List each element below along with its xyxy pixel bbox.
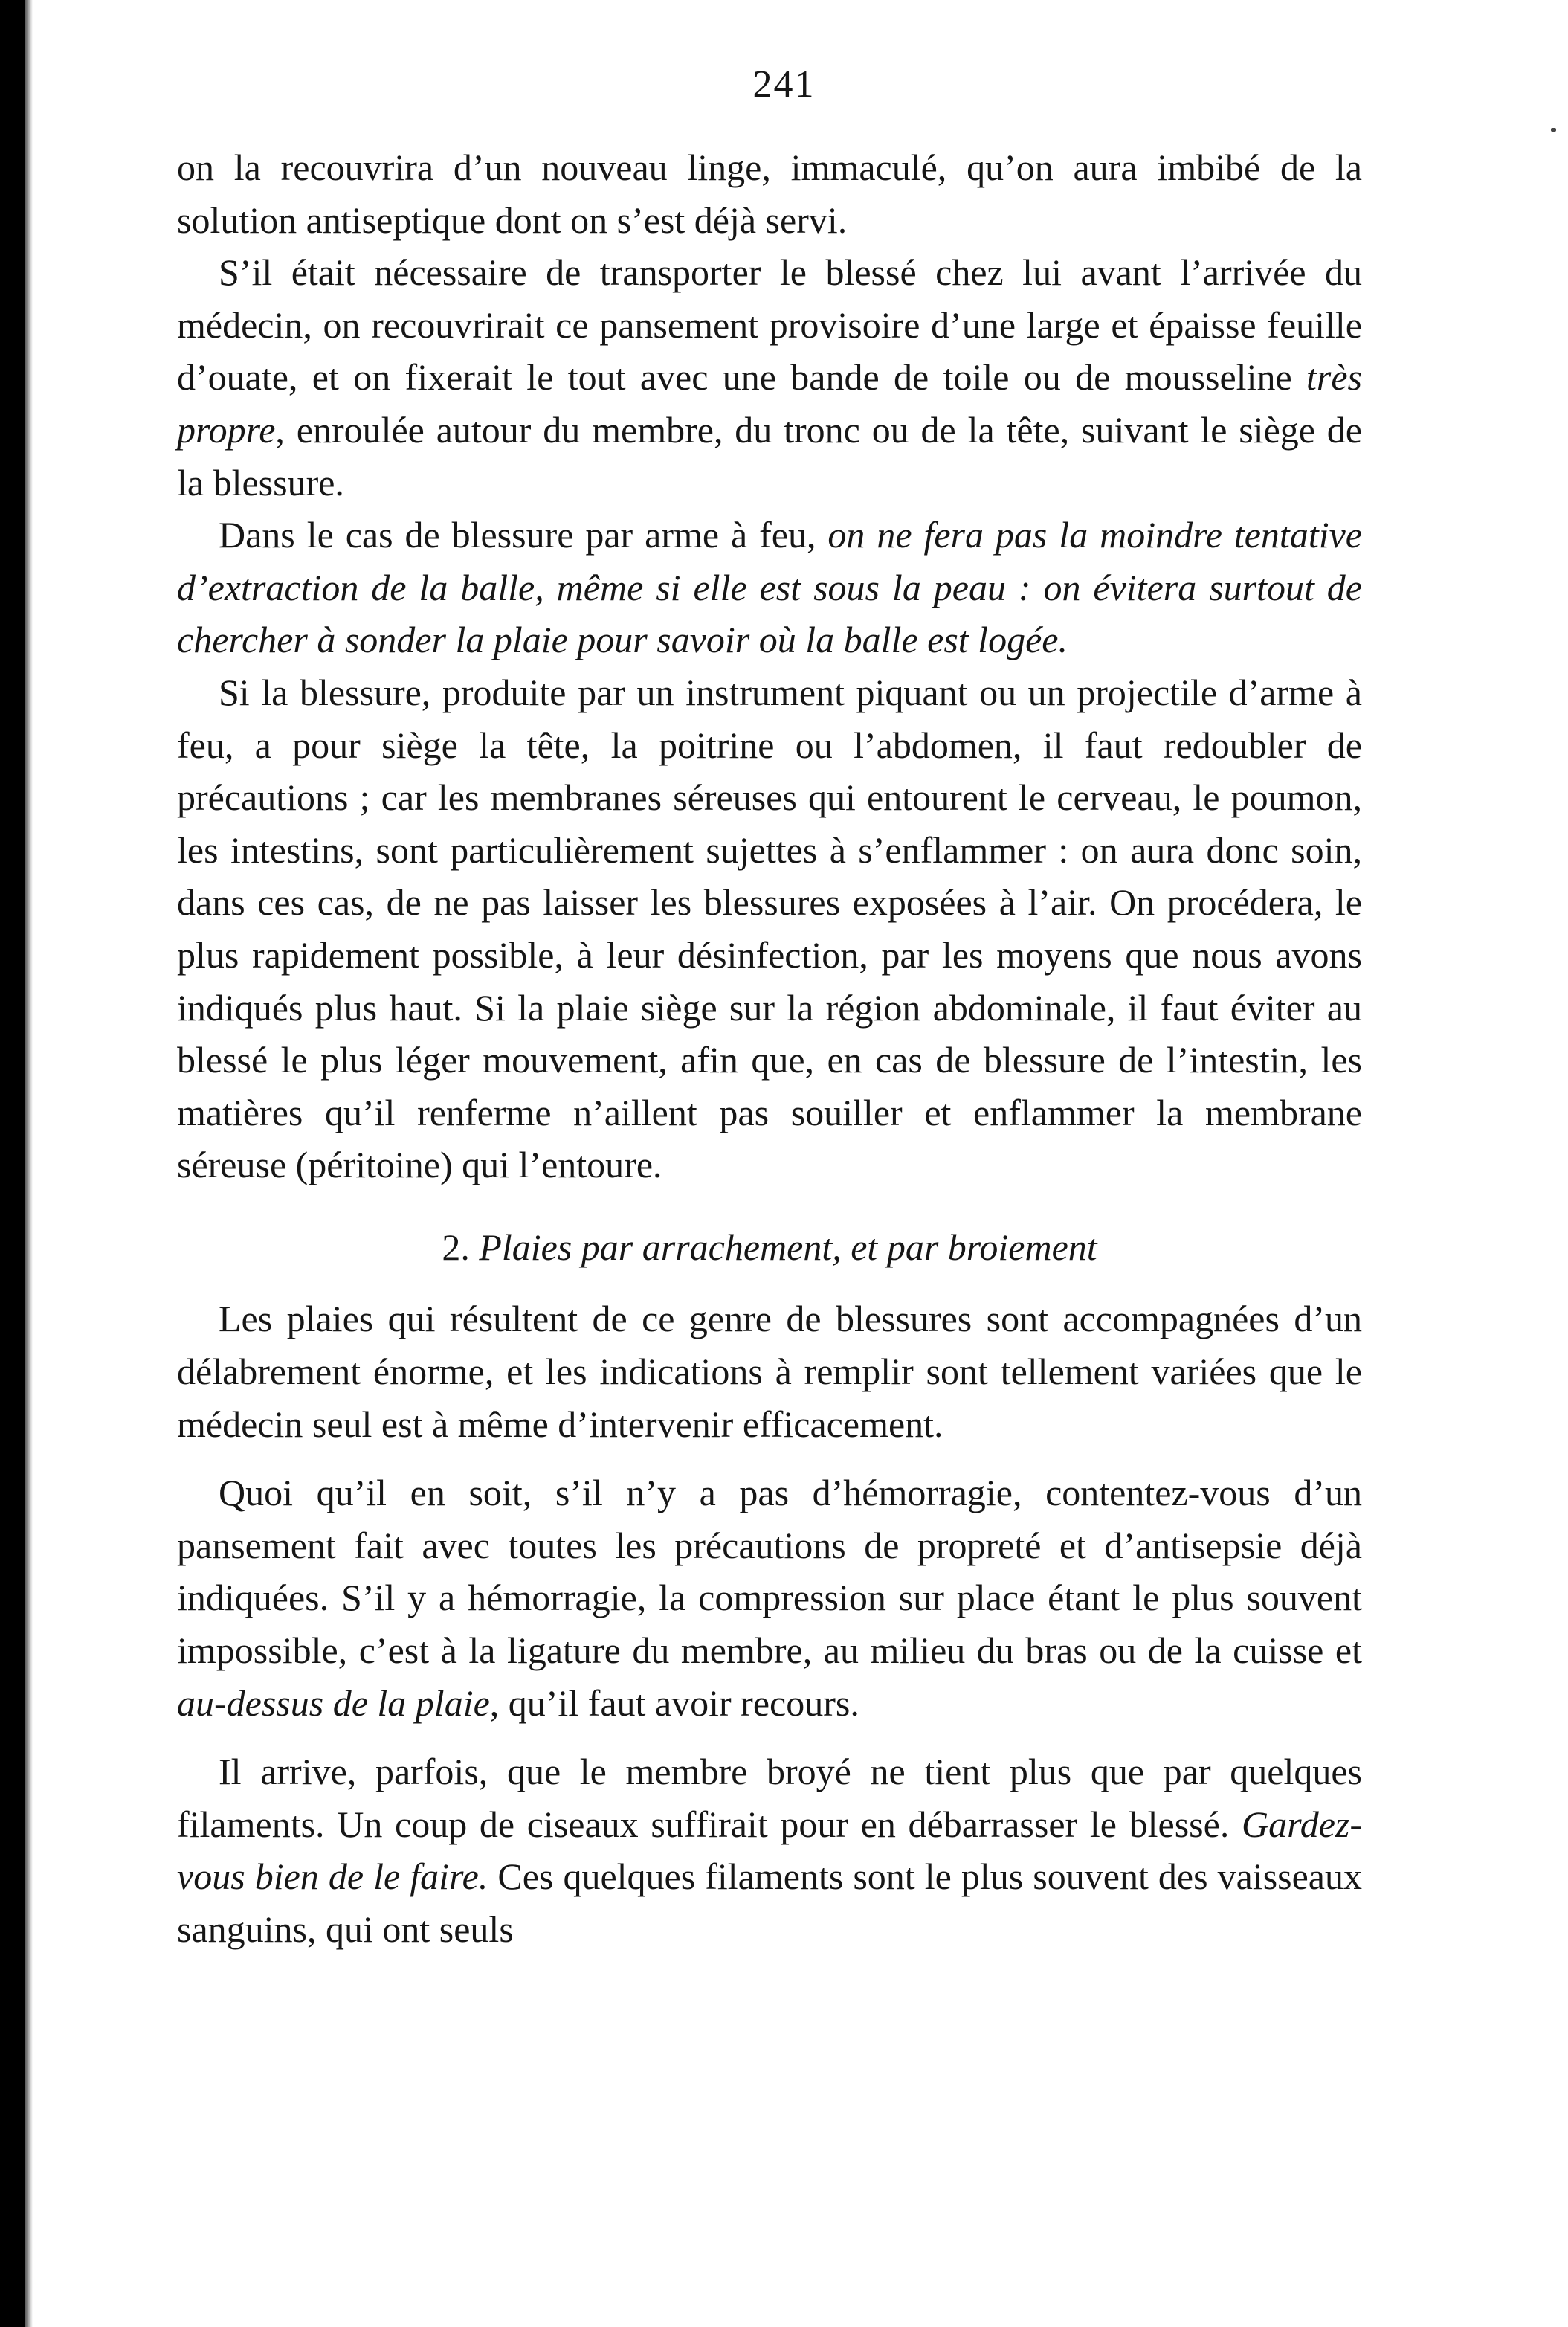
text-segment: , enroulée autour du membre, du tronc ou de la tête, suivant le siège de la blessure. — [177, 408, 1362, 503]
text-segment: S’il était nécessaire de transporter le blessé chez lui avant l’arrivée du médecin, on recouvrirait ce pansement provisoire d’une large et épaisse feuille d’ouate, et on fixerait le tout avec une bande de toile ou de mousseline — [177, 251, 1362, 399]
section-paragraph-2 — [177, 1467, 1362, 1729]
page-number: 241 — [752, 63, 816, 106]
text-segment: Dans le cas de blessure par arme à feu, — [219, 514, 828, 556]
text-segment: Ces quelques filaments sont le plus souvent des vaisseaux sanguins, qui ont seuls — [177, 1856, 1363, 1950]
italic-segment: Gardez-vous bien de le faire. — [177, 1803, 1362, 1898]
paragraph-2 — [177, 246, 1362, 509]
paragraph-1 — [177, 141, 1362, 246]
text-segment: Si la blessure, produite par un instrument piquant ou un projectile d’arme à feu, a pour siège la tête, la poitrine ou l’abdomen, il faut redoubler de précautions ; car les membranes séreuses qui entourent le cerveau, le poumon, les intestins, sont particulièrement sujettes à s’enflammer : on aura donc soin, dans ces cas, de ne pas laisser les blessures exposées à l’air. On procédera, le plus rapidement possible, à leur désinfection, par les moyens que nous avons indiqués plus haut. Si la plaie siège sur la région abdominale, il faut éviter au blessé le plus léger mouvement, afin que, en cas de blessure de l’intestin, les matières qu’il renferme n’aillent pas souiller et enflammer la membrane séreuse (péritoine) qui l’entoure. — [177, 671, 1362, 1186]
text-segment: Il arrive, parfois, que le membre broyé ne tient plus que par quelques filaments. Un coup de ciseaux suffirait pour en débarrasser le blessé. — [177, 1751, 1362, 1845]
margin-speck — [1551, 128, 1556, 132]
paragraph-4 — [177, 666, 1362, 1191]
scan-binding-shadow — [25, 0, 33, 2327]
italic-segment: on ne fera pas la moindre tentative d’extraction de la balle, même si elle est sous la peau : on évitera surtout de chercher à sonder la plaie pour savoir où la balle est logée. — [177, 514, 1362, 661]
italic-segment: très propre — [177, 356, 1362, 451]
section-paragraph-3 — [177, 1745, 1362, 1955]
text-segment: Les plaies qui résultent de ce genre de blessures sont accompagnées d’un délabrement énorme, et les indications à remplir sont tellement variées que le médecin seul est à même d’intervenir efficacement. — [177, 1298, 1362, 1445]
section-number: 2. — [442, 1226, 470, 1268]
section-paragraph-1 — [177, 1293, 1362, 1450]
text-segment: on la recouvrira d’un nouveau linge, immaculé, qu’on aura imbibé de la solution antiseptique dont on s’est déjà servi. — [177, 147, 1362, 241]
italic-segment: au-dessus de la plaie — [177, 1681, 490, 1724]
section-title: Plaies par arrachement, et par broiement — [479, 1226, 1097, 1268]
page-body — [177, 141, 1362, 1956]
paragraph-3 — [177, 509, 1362, 666]
text-segment: , qu’il faut avoir recours. — [489, 1681, 859, 1724]
scan-binding-edge — [0, 0, 25, 2327]
text-segment: Quoi qu’il en soit, s’il n’y a pas d’hémorragie, contentez-vous d’un pansement fait avec toutes les précautions de propreté et d’antisepsie déjà indiquées. S’il y a hémorragie, la compression sur place étant le plus souvent impossible, c’est à la ligature du membre, au milieu du bras ou de la cuisse et — [177, 1472, 1362, 1672]
section-heading — [177, 1221, 1362, 1274]
